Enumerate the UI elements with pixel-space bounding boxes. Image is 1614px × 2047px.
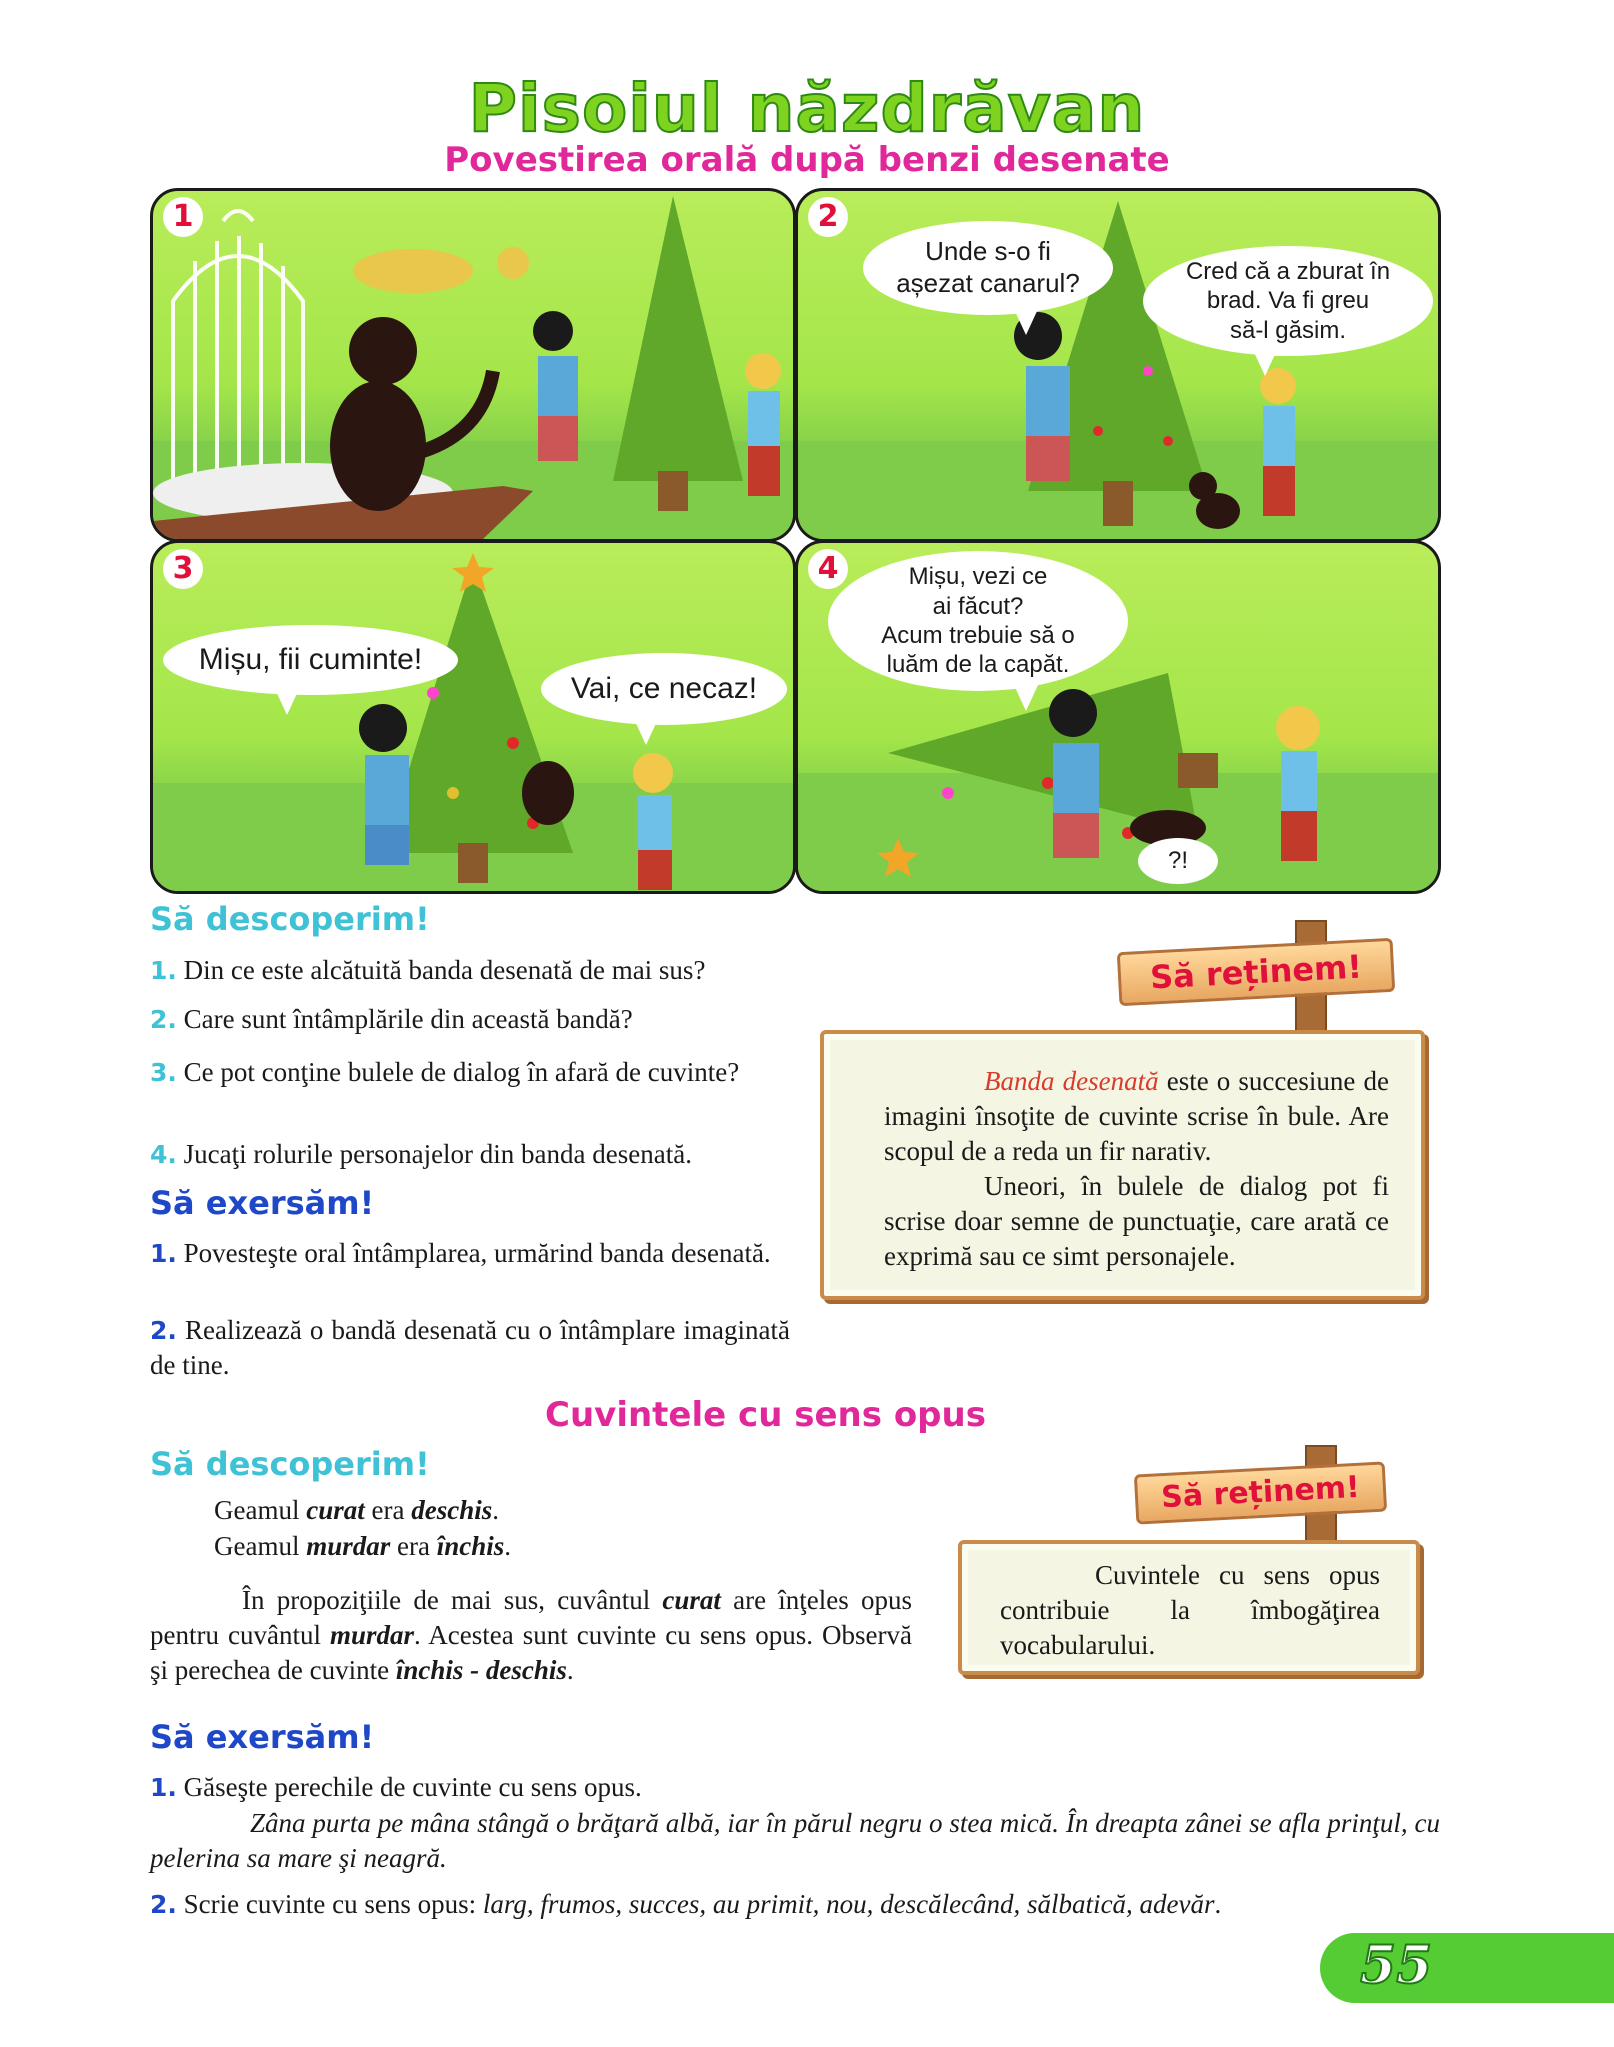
speech-bubble: Mișu, vezi ce ai făcut? Acum trebuie să o luăm de la capăt. <box>828 551 1128 691</box>
explanation-paragraph: În propoziţiile de mai sus, cuvântul curat are înţeles opus pentru cuvântul murdar. Acestea sunt cuvinte cu sens opus. Observă şi perechea de cuvinte închis - deschis. <box>150 1585 913 1685</box>
comic-panel-3 <box>150 540 796 894</box>
comic-panel-4 <box>795 540 1441 894</box>
speech-bubble: ?! <box>1138 838 1218 884</box>
term: Banda desenată <box>984 1066 1159 1096</box>
question-2: 2. Care sunt întâmplările din această bandă? <box>150 1004 633 1034</box>
remember-sign: Să reținem! <box>1117 938 1395 1006</box>
remember-box: Banda desenată este o succesiune de imagini însoţite de cuvinte scrise în bule. Are scopul de a reda un fir narativ. Uneori, în bulele de dialog pot fi scrise doar semne de punctuaţie, care arată ce exprimă sau ce simt personajele. <box>820 1030 1425 1300</box>
question-3: 3. Ce pot conţine bulele de dialog în afară de cuvinte? <box>150 1057 740 1087</box>
remember-sign: Să reținem! <box>1134 1461 1387 1524</box>
page-number: 55 <box>1360 1935 1433 1996</box>
example-2: Geamul murdar era închis. <box>214 1531 512 1561</box>
comic-panel-2 <box>795 188 1441 542</box>
panel-number: 4 <box>808 549 848 589</box>
exercise-1: 1. Găseşte perechile de cuvinte cu sens opus. <box>150 1772 642 1802</box>
speech-bubble: Vai, ce necaz! <box>541 653 787 725</box>
section-heading: Cuvintele cu sens opus <box>545 1395 986 1435</box>
panel-number: 2 <box>808 197 848 237</box>
page-subtitle: Povestirea orală după benzi desenate <box>444 140 1170 180</box>
speech-bubble: Cred că a zburat în brad. Va fi greu să-l găsim. <box>1143 246 1433 356</box>
exercise-1: 1. Povesteşte oral întâmplarea, urmărind banda desenată. <box>150 1238 771 1268</box>
example-1: Geamul curat era deschis. <box>214 1495 499 1525</box>
exercise-2: 2. Realizează o bandă desenată cu o întâmplare imaginată de tine. <box>150 1315 791 1380</box>
exercise-1-quote: Zâna purta pe mâna stângă o brăţară albă, iar în părul negru o stea mică. În dreapta zânei se afla prinţul, cu pelerina sa mare şi neagră. <box>150 1808 1440 1873</box>
panel-number: 1 <box>163 197 203 237</box>
question-1: 1. Din ce este alcătuită banda desenată de mai sus? <box>150 955 706 985</box>
discover-heading: Să descoperim! <box>150 900 430 938</box>
question-4: 4. Jucaţi rolurile personajelor din banda desenată. <box>150 1139 692 1169</box>
remember-box: Cuvintele cu sens opus contribuie la îmbogăţirea vocabularului. <box>958 1540 1420 1675</box>
speech-bubble: Mișu, fii cuminte! <box>163 625 458 695</box>
page-title: Pisoiul năzdrăvan <box>468 70 1146 147</box>
panel-number: 3 <box>163 549 203 589</box>
discover-heading: Să descoperim! <box>150 1445 430 1483</box>
practice-heading: Să exersăm! <box>150 1184 375 1222</box>
practice-heading: Să exersăm! <box>150 1718 375 1756</box>
page-number-tab <box>1320 1933 1614 2003</box>
panel-1-illustration <box>153 191 793 539</box>
comic-panel-1 <box>150 188 796 542</box>
speech-bubble: Unde s-o fi așezat canarul? <box>863 221 1113 315</box>
exercise-2: 2. Scrie cuvinte cu sens opus: larg, frumos, succes, au primit, nou, descălecând, sălbatică, adevăr. <box>150 1889 1222 1919</box>
